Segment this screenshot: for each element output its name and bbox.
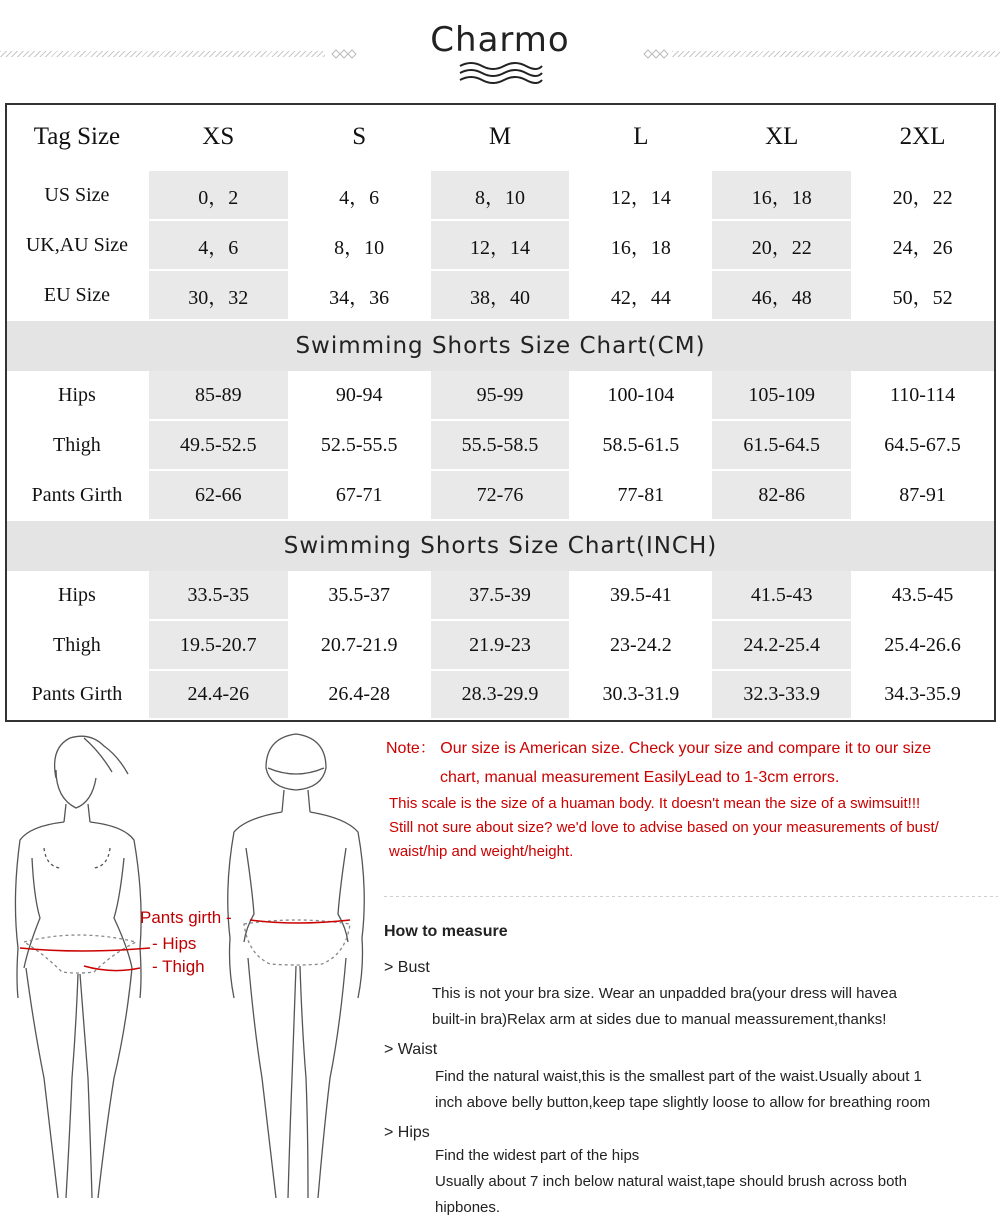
size-note [386,734,998,792]
header-cell-2xl: 2XL [853,105,994,171]
table-cell: 30，32 [149,271,290,321]
table-cell: 95-99 [431,371,572,421]
table-cell: 55.5-58.5 [431,421,572,471]
disclaimer-line: waist/hip and weight/height. [389,843,574,860]
instruction-line: hipbones. [435,1199,501,1216]
note-line-1: Note： Our size is American size. Check your size and compare it to our size [386,740,932,757]
row-label: EU Size [7,271,149,321]
row-label: Hips [7,571,149,621]
table-cell: 72-76 [431,471,572,521]
instruction-line: built-in bra)Relax arm at sides due to manual meassurement,thanks! [432,1011,887,1028]
pants-girth-label: Pants girth - [140,908,232,927]
table-cell: 37.5-39 [431,571,572,621]
table-cell: 23-24.2 [571,621,712,671]
wave-icon [456,60,544,84]
table-cell: 34，36 [290,271,431,321]
table-cell: 77-81 [571,471,712,521]
instruction-line: Usually about 7 inch below natural waist,tape should brush across both [435,1173,907,1190]
section-divider [384,896,998,897]
table-cell: 32.3-33.9 [712,671,853,720]
section-title-inch: Swimming Shorts Size Chart(INCH) [7,521,994,571]
bust-heading: > Bust [384,959,430,976]
table-cell: 24，26 [853,221,994,271]
table-cell: 43.5-45 [853,571,994,621]
disclaimer-line: Still not sure about size? we'd love to advise based on your measurements of bust/ [389,819,939,836]
table-row [7,271,994,321]
table-cell: 38，40 [431,271,572,321]
row-label: Pants Girth [7,471,149,521]
section-title-cm: Swimming Shorts Size Chart(CM) [7,321,994,371]
front-figure-icon [15,736,141,1198]
how-to-measure-title: How to measure [384,923,508,940]
instruction-line: inch above belly button,keep tape slightly loose to allow for breathing room [435,1094,931,1111]
thigh-label: - Thigh [152,957,205,976]
table-cell: 105-109 [712,371,853,421]
table-cell: 8，10 [431,171,572,221]
row-label: Thigh [7,421,149,471]
table-cell: 35.5-37 [290,571,431,621]
header-cell-xl: XL [712,105,853,171]
instruction-line: Find the natural waist,this is the smallest part of the waist.Usually about 1 [435,1068,922,1085]
hips-label: - Hips [152,934,197,953]
table-cell: 87-91 [853,471,994,521]
size-chart-table [5,103,996,722]
header-cell-tag-size: Tag Size [7,105,149,171]
table-row [7,471,994,521]
table-row [7,671,994,720]
table-cell: 30.3-31.9 [571,671,712,720]
table-cell: 82-86 [712,471,853,521]
header-cell-m: M [431,105,572,171]
table-cell: 20.7-21.9 [290,621,431,671]
table-cell: 24.4-26 [149,671,290,720]
hips-measure-line [20,948,150,951]
table-cell: 19.5-20.7 [149,621,290,671]
table-cell: 58.5-61.5 [571,421,712,471]
table-cell: 100-104 [571,371,712,421]
table-row [7,621,994,671]
table-row [7,171,994,221]
hips-instructions [435,1143,907,1221]
row-label: US Size [7,171,149,221]
instruction-line: This is not your bra size. Wear an unpadded bra(your dress will havea [432,985,897,1002]
table-cell: 25.4-26.6 [853,621,994,671]
table-cell: 21.9-23 [431,621,572,671]
brand-logo-text: Charmo [430,20,570,60]
row-label: UK,AU Size [7,221,149,271]
brand-logo [400,14,600,76]
table-cell: 42，44 [571,271,712,321]
table-cell: 12，14 [571,171,712,221]
back-figure-icon [228,734,365,1198]
table-cell: 4，6 [290,171,431,221]
table-cell: 50，52 [853,271,994,321]
table-cell: 0，2 [149,171,290,221]
table-cell: 62-66 [149,471,290,521]
table-cell: 24.2-25.4 [712,621,853,671]
table-cell: 41.5-43 [712,571,853,621]
header-cell-l: L [571,105,712,171]
header-cell-xs: XS [149,105,290,171]
table-cell: 67-71 [290,471,431,521]
row-label: Hips [7,371,149,421]
table-cell: 16，18 [712,171,853,221]
table-cell: 61.5-64.5 [712,421,853,471]
table-row [7,371,994,421]
scale-disclaimer [389,792,999,864]
hips-heading: > Hips [384,1124,430,1141]
bust-instructions [432,981,897,1033]
row-label: Pants Girth [7,671,149,720]
decorative-line-right [672,51,1000,57]
waist-instructions [435,1064,930,1116]
table-cell: 4，6 [149,221,290,271]
header-cell-s: S [290,105,431,171]
table-cell: 8，10 [290,221,431,271]
diamond-ornament-icon [640,48,672,60]
table-cell: 52.5-55.5 [290,421,431,471]
row-label: Thigh [7,621,149,671]
table-row [7,421,994,471]
table-cell: 46，48 [712,271,853,321]
header [0,0,1000,100]
table-cell: 34.3-35.9 [853,671,994,720]
table-cell: 110-114 [853,371,994,421]
table-cell: 12，14 [431,221,572,271]
disclaimer-line: This scale is the size of a huaman body. It doesn't mean the size of a swimsuit!!! [389,795,921,812]
table-header-row [7,105,994,171]
table-cell: 16，18 [571,221,712,271]
table-cell: 90-94 [290,371,431,421]
decorative-line-left [0,51,325,57]
table-cell: 20，22 [712,221,853,271]
table-cell: 20，22 [853,171,994,221]
table-cell: 49.5-52.5 [149,421,290,471]
waist-heading: > Waist [384,1041,438,1058]
instruction-line: Find the widest part of the hips [435,1147,640,1164]
table-cell: 28.3-29.9 [431,671,572,720]
body-figures [0,728,380,1225]
table-cell: 39.5-41 [571,571,712,621]
table-cell: 85-89 [149,371,290,421]
note-line-2: chart, manual measurement EasilyLead to 1-3cm errors. [440,769,840,786]
table-row [7,221,994,271]
diamond-ornament-icon [328,48,360,60]
table-cell: 26.4-28 [290,671,431,720]
table-cell: 64.5-67.5 [853,421,994,471]
table-cell: 33.5-35 [149,571,290,621]
table-row [7,571,994,621]
